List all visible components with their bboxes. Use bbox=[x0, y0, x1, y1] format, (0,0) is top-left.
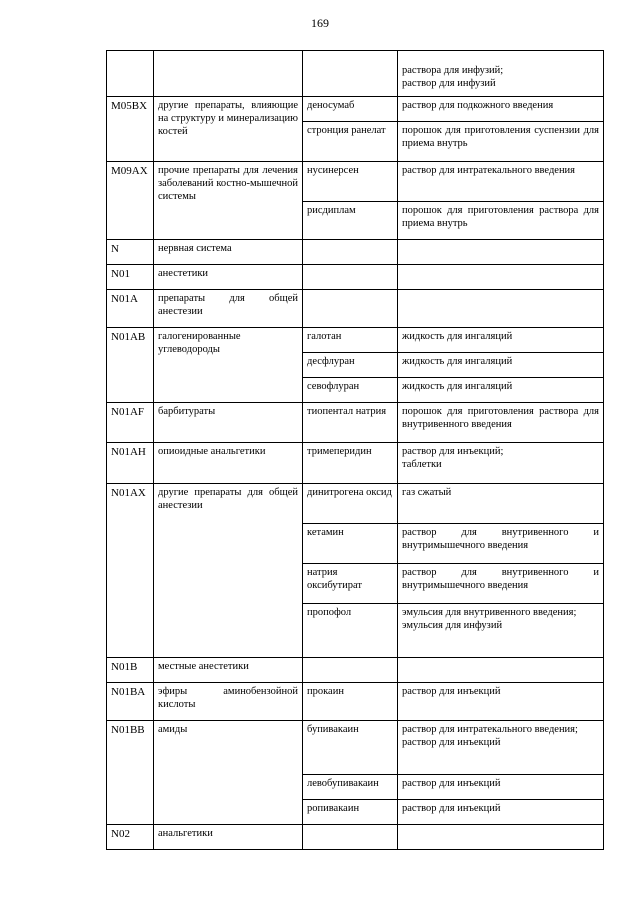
dosage-form-cell: порошок для приготовления раствора для приема внутрь bbox=[398, 202, 604, 240]
atc-name-cell: анестетики bbox=[154, 265, 303, 290]
drug-name-cell bbox=[303, 658, 398, 683]
atc-code-cell: M05BX bbox=[107, 97, 154, 162]
atc-name-cell: барбитураты bbox=[154, 403, 303, 443]
table-row bbox=[107, 658, 604, 683]
dosage-form-line: эмульсия для инфузий bbox=[402, 619, 503, 631]
dosage-form-cell bbox=[398, 265, 604, 290]
dosage-form-line: раствор для инъекций; bbox=[402, 446, 504, 457]
dosage-form-cell bbox=[398, 825, 604, 850]
atc-code-cell: N01B bbox=[107, 658, 154, 683]
dosage-form-line: раствор для инъекций bbox=[402, 736, 501, 748]
drug-name-cell bbox=[303, 290, 398, 328]
table-row bbox=[107, 825, 604, 850]
drug-name-cell bbox=[303, 51, 398, 97]
drug-name-cell: натрия оксибутират bbox=[303, 564, 398, 604]
drug-name-cell: левобупивакаин bbox=[303, 775, 398, 800]
dosage-form-cell bbox=[398, 443, 604, 484]
atc-code-cell: N01AB bbox=[107, 328, 154, 403]
dosage-form-cell: жидкость для ингаляций bbox=[398, 378, 604, 403]
table-row bbox=[107, 162, 604, 202]
dosage-form-line: раствор для инфузий bbox=[402, 77, 496, 89]
atc-code-cell: N02 bbox=[107, 825, 154, 850]
dosage-form-cell bbox=[398, 51, 604, 97]
drug-name-cell: бупивакаин bbox=[303, 721, 398, 775]
atc-code-cell: N01 bbox=[107, 265, 154, 290]
drug-table bbox=[106, 50, 604, 850]
table-row bbox=[107, 328, 604, 353]
drug-name-cell: севофлуран bbox=[303, 378, 398, 403]
drug-name-cell: тиопентал натрия bbox=[303, 403, 398, 443]
drug-name-cell bbox=[303, 265, 398, 290]
atc-code-cell: M09AX bbox=[107, 162, 154, 240]
dosage-form-cell bbox=[398, 604, 604, 658]
atc-name-cell: анальгетики bbox=[154, 825, 303, 850]
drug-name-cell bbox=[303, 825, 398, 850]
dosage-form-line: раствора для инфузий; bbox=[402, 65, 504, 76]
drug-name-cell: галотан bbox=[303, 328, 398, 353]
drug-name-cell: нусинерсен bbox=[303, 162, 398, 202]
drug-name-cell: стронция ранелат bbox=[303, 122, 398, 162]
table-row bbox=[107, 51, 604, 97]
atc-name-cell: нервная система bbox=[154, 240, 303, 265]
table-row bbox=[107, 443, 604, 484]
dosage-form-cell: газ сжатый bbox=[398, 484, 604, 524]
atc-name-cell: прочие препараты для лечения заболеваний костно-мышечной системы bbox=[154, 162, 303, 240]
dosage-form-cell bbox=[398, 290, 604, 328]
dosage-form-cell: раствор для инъекций bbox=[398, 800, 604, 825]
page-number: 169 bbox=[311, 16, 329, 30]
drug-name-cell: динитрогена оксид bbox=[303, 484, 398, 524]
drug-name-cell: кетамин bbox=[303, 524, 398, 564]
drug-name-cell: деносумаб bbox=[303, 97, 398, 122]
dosage-form-cell: раствор для внутривенного и внутримышечного введения bbox=[398, 524, 604, 564]
atc-code-cell: N01BB bbox=[107, 721, 154, 825]
atc-code-cell: N01BA bbox=[107, 683, 154, 721]
dosage-form-line: таблетки bbox=[402, 458, 442, 470]
drug-name-cell: пропофол bbox=[303, 604, 398, 658]
drug-name-cell: тримеперидин bbox=[303, 443, 398, 484]
atc-name-cell: эфиры аминобензойной кислоты bbox=[154, 683, 303, 721]
atc-name-cell: опиоидные анальгетики bbox=[154, 443, 303, 484]
atc-name-cell: амиды bbox=[154, 721, 303, 825]
drug-name-cell bbox=[303, 240, 398, 265]
dosage-form-cell bbox=[398, 721, 604, 775]
atc-name-cell: местные анестетики bbox=[154, 658, 303, 683]
drug-name-cell: прокаин bbox=[303, 683, 398, 721]
atc-name-cell: препараты для общей анестезии bbox=[154, 290, 303, 328]
dosage-form-line: эмульсия для внутривенного введения; bbox=[402, 607, 577, 618]
table-row bbox=[107, 290, 604, 328]
dosage-form-cell: порошок для приготовления суспензии для приема внутрь bbox=[398, 122, 604, 162]
atc-code-cell: N bbox=[107, 240, 154, 265]
dosage-form-cell bbox=[398, 658, 604, 683]
table-row bbox=[107, 683, 604, 721]
table-row bbox=[107, 265, 604, 290]
dosage-form-cell: раствор для подкожного введения bbox=[398, 97, 604, 122]
dosage-form-cell: жидкость для ингаляций bbox=[398, 353, 604, 378]
table-row bbox=[107, 240, 604, 265]
atc-code-cell: N01AF bbox=[107, 403, 154, 443]
atc-name-cell: галогенированные углеводороды bbox=[154, 328, 303, 403]
dosage-form-cell: жидкость для ингаляций bbox=[398, 328, 604, 353]
atc-name-cell: другие препараты для общей анестезии bbox=[154, 484, 303, 658]
table-row bbox=[107, 97, 604, 122]
table-row bbox=[107, 484, 604, 524]
table-row bbox=[107, 403, 604, 443]
atc-name-cell bbox=[154, 51, 303, 97]
dosage-form-cell: раствор для внутривенного и внутримышечного введения bbox=[398, 564, 604, 604]
atc-code-cell: N01AX bbox=[107, 484, 154, 658]
atc-code-cell bbox=[107, 51, 154, 97]
atc-name-cell: другие препараты, влияющие на структуру и минерализацию костей bbox=[154, 97, 303, 162]
dosage-form-cell: раствор для интратекального введения bbox=[398, 162, 604, 202]
table-row bbox=[107, 721, 604, 775]
dosage-form-line: раствор для интратекального введения; bbox=[402, 724, 578, 735]
drug-name-cell: рисдиплам bbox=[303, 202, 398, 240]
dosage-form-cell: порошок для приготовления раствора для внутривенного введения bbox=[398, 403, 604, 443]
drug-name-cell: десфлуран bbox=[303, 353, 398, 378]
atc-code-cell: N01AH bbox=[107, 443, 154, 484]
dosage-form-cell: раствор для инъекций bbox=[398, 775, 604, 800]
atc-code-cell: N01A bbox=[107, 290, 154, 328]
dosage-form-cell bbox=[398, 240, 604, 265]
dosage-form-cell: раствор для инъекций bbox=[398, 683, 604, 721]
drug-name-cell: ропивакаин bbox=[303, 800, 398, 825]
